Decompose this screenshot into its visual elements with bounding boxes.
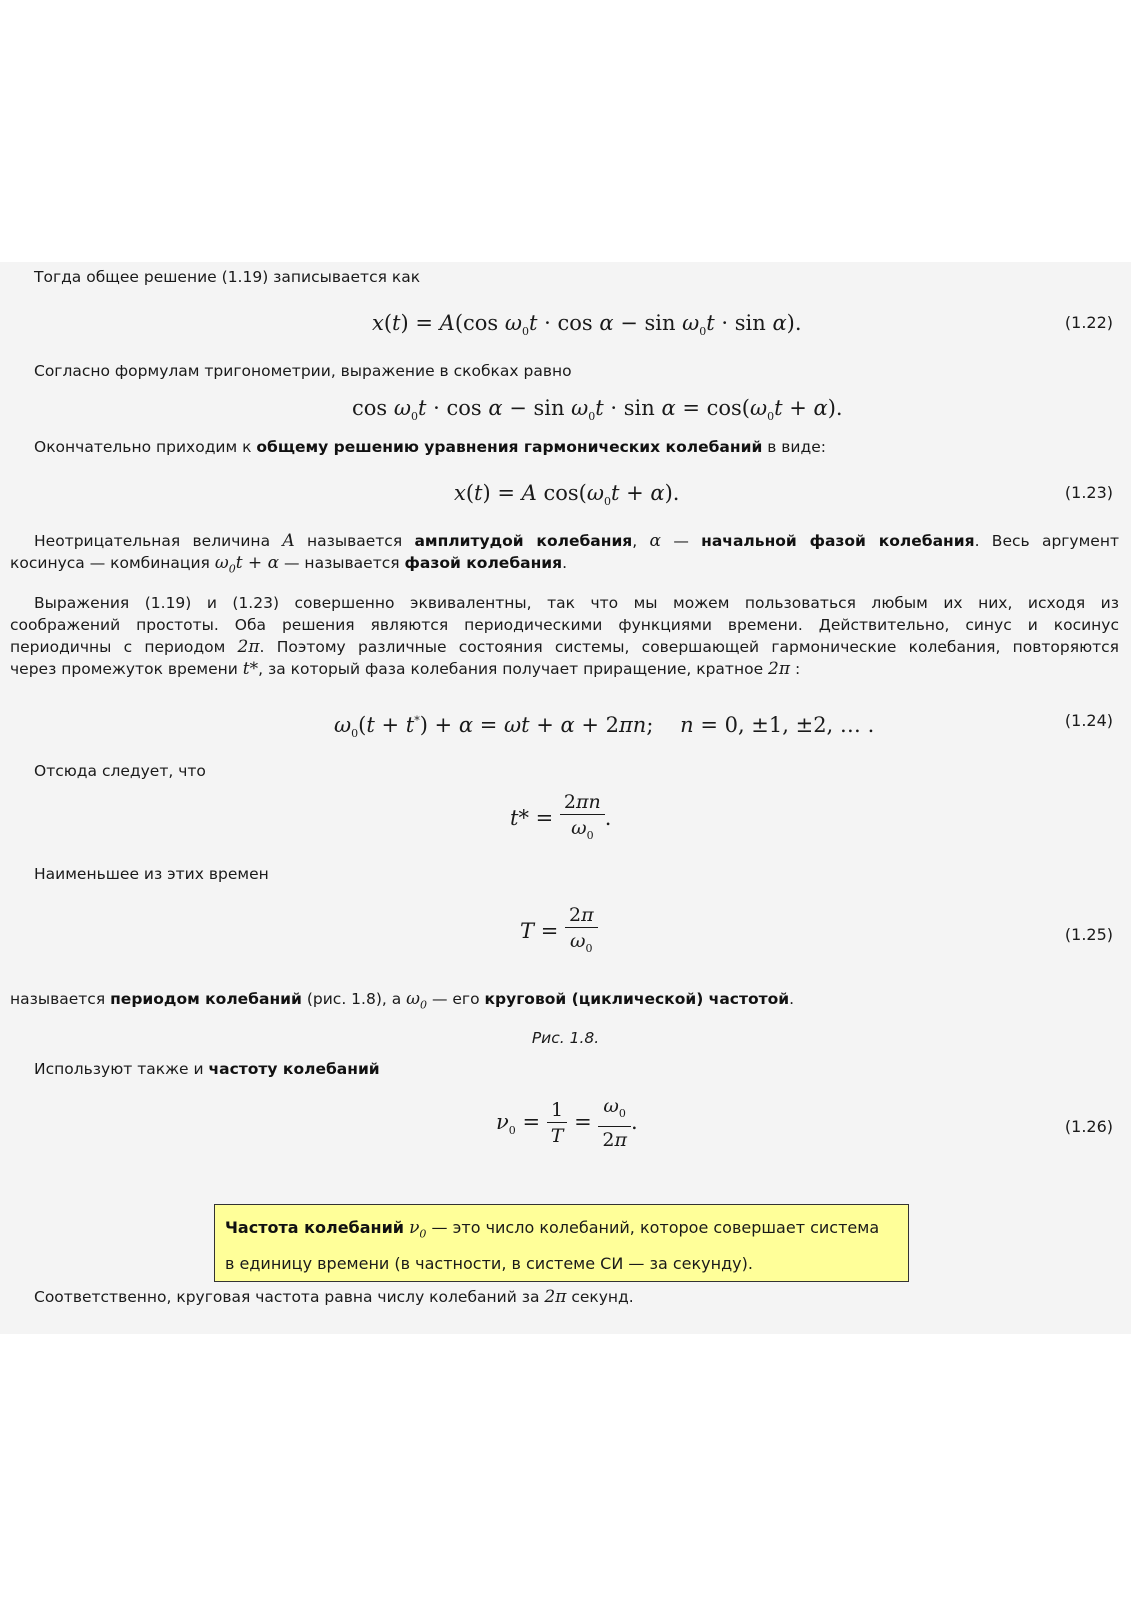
equation-t-star: t* = $\frac{2\pi n}{\omega_0}$ . [510,790,611,849]
paragraph-period [10,988,794,1016]
equation-1-24: $\omega_0(t + t^*) + \alpha = \omega t + \alpha + 2\pi n$; n = 0, ±1, ±2, … . [334,713,875,741]
text: (рис. 1.8), а [301,990,407,1008]
equation-1-23: x(t) = A $\cos(\omega_0t + \alpha)$. [454,481,680,509]
text: — [661,532,702,550]
math-2pi: 2π [237,637,260,657]
equation-trig-identity: $\cos \omega_0t \cdot \cos \alpha - \sin \omega_0t \cdot \sin \alpha = \cos(\omega_0t + \alpha)$. [352,396,843,424]
text: . Весь аргумент [974,532,1119,550]
term-initial-phase: начальной фазой колебания [701,532,975,550]
math-2pi: 2π [544,1287,567,1307]
symbol-t-star: t* [242,659,259,679]
math-2pi: 2π [768,659,791,679]
symbol-alpha: α [649,531,661,551]
text: . [562,554,568,572]
text: Используют также и [34,1060,209,1078]
text: периодичны с периодом [10,638,238,656]
term-general-solution: общему решению уравнения гармонических колебаний [256,438,763,456]
definition-box [214,1204,909,1282]
paragraph-periodicity [10,592,1119,680]
text: — его [427,990,485,1008]
text: через промежуток времени [10,660,243,678]
equation-number-1-22: (1.22) [1064,313,1113,332]
paragraph-circular-frequency [34,1286,634,1308]
text: — называется [279,554,405,572]
text: Окончательно приходим к [34,438,257,456]
text: — это число колебаний, которое совершает система [426,1218,880,1237]
paragraph-amplitude [10,530,1119,580]
equation-1-25: T = $\frac{2\pi}{\omega_0}$ [520,903,598,962]
text: , за который фаза колебания получает приращение, кратное [258,660,769,678]
term-frequency-definition: Частота колебаний [225,1218,404,1237]
term-frequency: частоту колебаний [208,1060,380,1078]
text-line: Выражения (1.19) и (1.23) совершенно эквивалентны, так что мы можем пользоваться любым их них, исходя из [34,594,1119,612]
term-period: периодом колебаний [110,990,302,1008]
paragraph-smallest: Наименьшее из этих времен [34,865,269,883]
term-amplitude: амплитудой колебания [414,532,633,550]
term-circular-frequency: круговой (циклической) частотой [484,990,790,1008]
math-nu0: $\nu_0$ [409,1218,427,1241]
math-omega-t-alpha: $\omega_0t + \alpha$ [214,553,280,576]
term-phase: фазой колебания [404,554,563,572]
text: , [632,532,650,550]
equation-number-1-23: (1.23) [1064,483,1113,502]
paragraph-frequency [34,1058,380,1080]
text: называется [294,532,415,550]
text: косинуса — комбинация [10,554,215,572]
equation-1-26: $\nu_0$ = $\frac{1}{T}$ = $\frac{\omega_0}{2\pi}$ . [496,1095,638,1151]
text: . [789,990,795,1008]
equation-1-22: x(t) = A(cos $\omega_0t \cdot \cos \alpha - \sin \omega_0t \cdot \sin \alpha$). [372,311,802,339]
math-omega0: $\omega_0$ [406,989,428,1012]
paragraph-trig: Согласно формулам тригонометрии, выражение в скобках равно [34,362,572,380]
text-line: соображений простоты. Оба решения являются периодическими функциями времени. Действительно, синус и косинус [10,616,1119,634]
text: в виде: [762,438,826,456]
definition-line-2: в единицу времени (в частности, в системе СИ — за секунду). [225,1254,753,1274]
text: Соответственно, круговая частота равна числу колебаний за [34,1288,545,1306]
text: Неотрицательная величина [34,532,283,550]
equation-number-1-25: (1.25) [1064,925,1113,944]
text: : [790,660,801,678]
paragraph-general-solution: Тогда общее решение (1.19) записывается как [34,268,421,286]
figure-caption: Рис. 1.8. [531,1029,600,1047]
text: называется [10,990,111,1008]
paragraph-follows: Отсюда следует, что [34,762,206,780]
text: секунд. [566,1288,634,1306]
definition-line-1 [225,1213,898,1249]
paragraph-final-solution [34,436,826,458]
equation-number-1-24: (1.24) [1064,711,1113,730]
equation-number-1-26: (1.26) [1064,1117,1113,1136]
symbol-A: A [282,531,295,551]
text: . Поэтому различные состояния системы, совершающей гармонические колебания, повторяются [259,638,1119,656]
